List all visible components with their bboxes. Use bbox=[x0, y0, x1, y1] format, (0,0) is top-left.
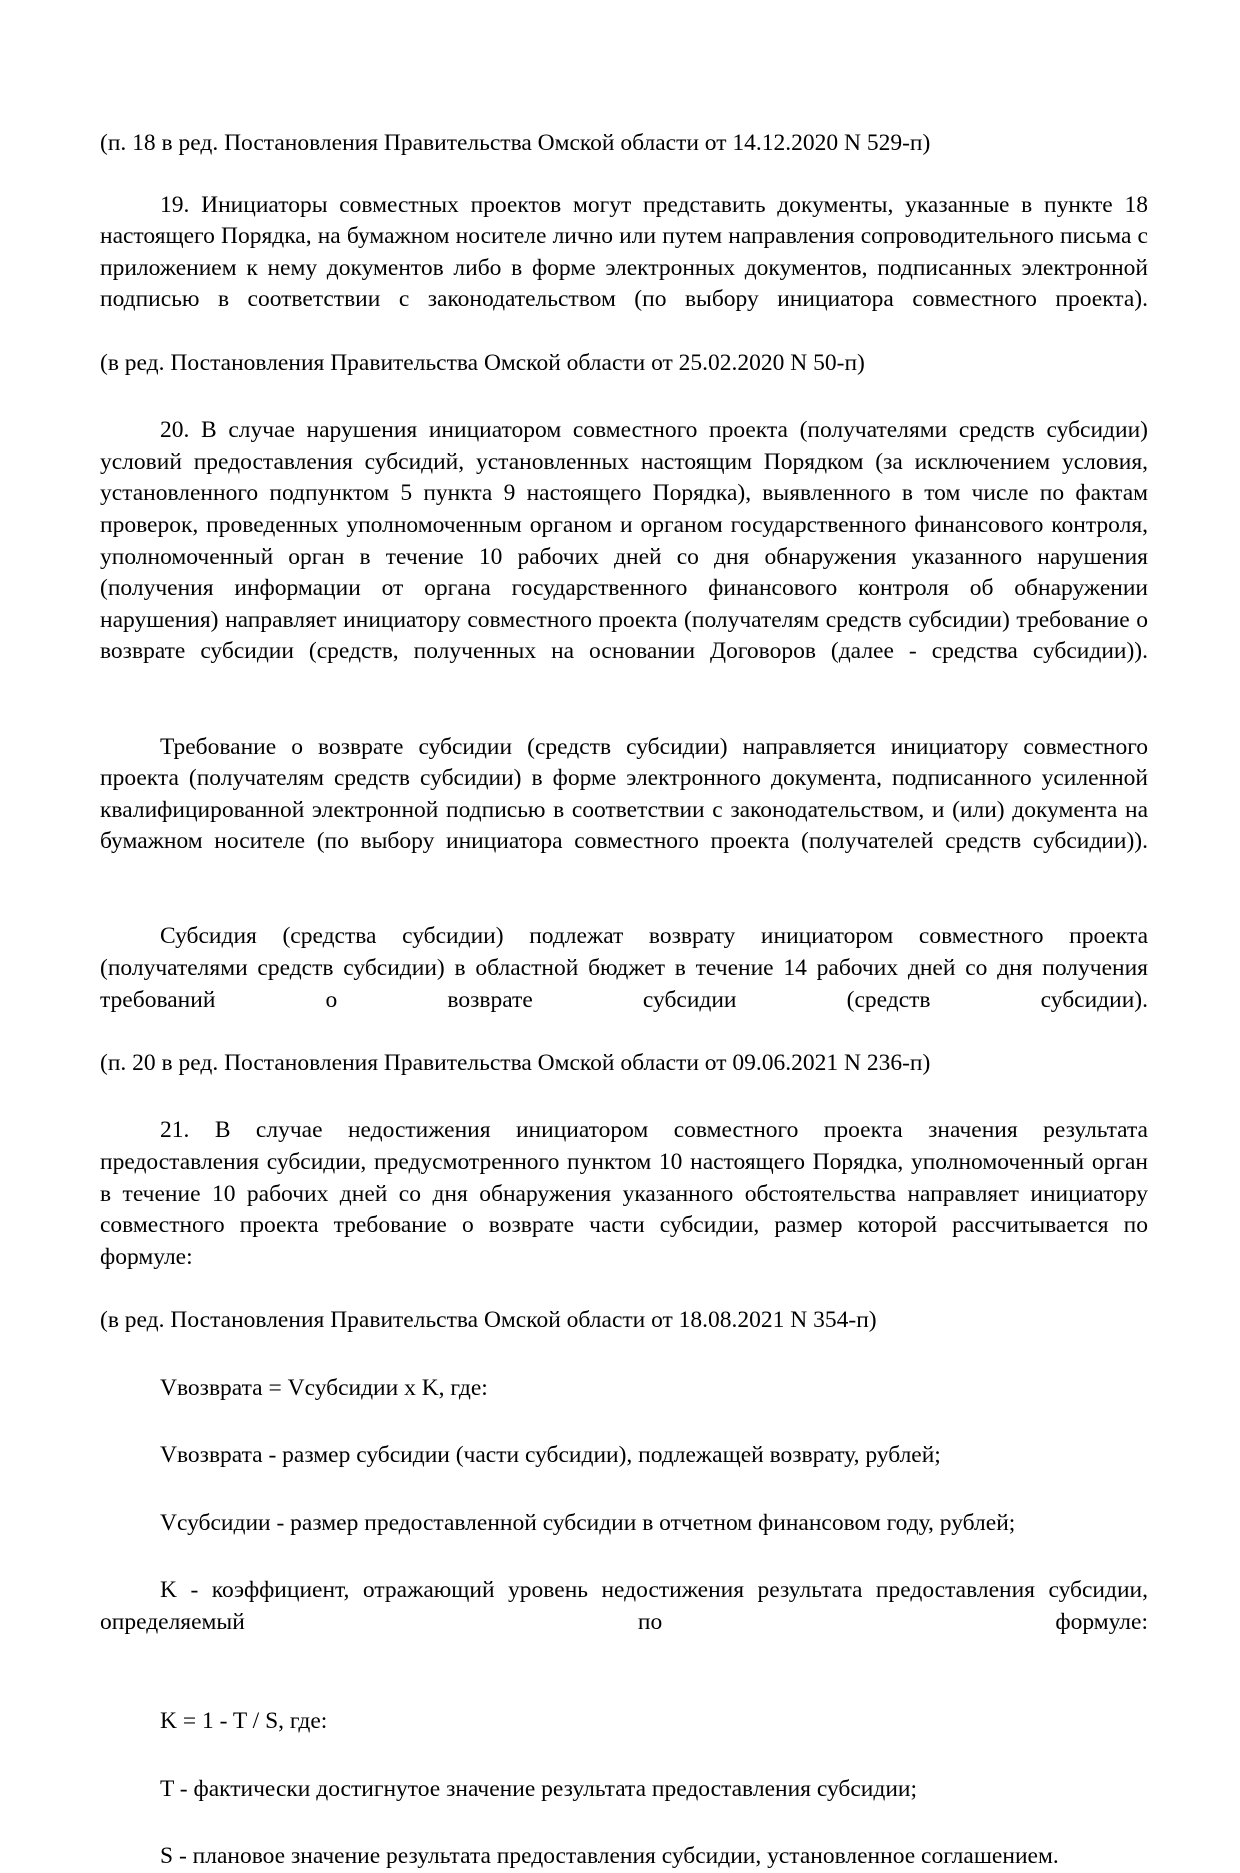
paragraph-20: 20. В случае нарушения инициатором совместного проекта (получателями средств субсидии) условий предоставления субсидий, установленных настоящим Порядком (за исключением условия, установленного подпунктом 5 пункта 9 настоящего Порядка), выявленного в том числе по фактам проверок, проведенных уполномоченным органом и органом государственного финансового контроля, уполномоченный орган в течение 10 рабочих дней со дня обнаружения указанного нарушения (получения информации от органа государственного финансового контроля об обнаружении нарушения) направляет инициатору совместного проекта (получателям средств субсидии) требование о возврате субсидии (средств, полученных на основании Договоров (далее - средства субсидии)). bbox=[100, 417, 1148, 665]
spacer bbox=[100, 1472, 1148, 1508]
spacer bbox=[100, 1670, 1148, 1706]
spacer bbox=[100, 1404, 1148, 1440]
definition-v-vozvrata: Vвозврата - размер субсидии (части субсидии), подлежащей возврату, рублей; bbox=[160, 1442, 941, 1469]
spacer bbox=[100, 1738, 1148, 1774]
paragraph-19: 19. Инициаторы совместных проектов могут представить документы, указанные в пункте 18 настоящего Порядка, на бумажном носителе лично или путем направления сопроводительного письма с приложением к нему документов либо в форме электронных документов, подписанных электронной подписью в соответствии с законодательством (по выбору инициатора совместного проекта). bbox=[100, 191, 1148, 313]
amendment-reference-p20: (п. 20 в ред. Постановления Правительства Омской области от 09.06.2021 N 236-п) bbox=[100, 1049, 931, 1076]
formula-main-refund: Vвозврата = Vсубсидии x K, где: bbox=[160, 1374, 488, 1401]
paragraph-20-return-terms: Субсидия (средства субсидии) подлежат возврату инициатором совместного проекта (получателями средств субсидии) в областной бюджет в течение 14 рабочих дней со дня получения требований о возврате субсидии (средств субсидии). bbox=[100, 923, 1148, 1013]
definition-t: T - фактически достигнутое значение результата предоставления субсидии; bbox=[160, 1775, 918, 1802]
definition-v-subsidii: Vсубсидии - размер предоставленной субсидии в отчетном финансовом году, рублей; bbox=[160, 1509, 1016, 1536]
spacer bbox=[100, 1079, 1148, 1115]
paragraph-20-requirement: Требование о возврате субсидии (средств субсидии) направляется инициатору совместного проекта (получателям средств субсидии) в форме электронного документа, подписанного усиленной квалифицированной электронной подписью в соответствии с законодательством, и (или) документа на бумажном носителе (по выбору инициатора совместного проекта (получателей средств субсидии)). bbox=[100, 733, 1148, 855]
spacer bbox=[100, 700, 1148, 732]
amendment-reference-p18: (п. 18 в ред. Постановления Правительства Омской области от 14.12.2020 N 529-п) bbox=[100, 130, 931, 156]
paragraph-21: 21. В случае недостижения инициатором совместного проекта значения результата предоставления субсидии, предусмотренного пунктом 10 настоящего Порядка, уполномоченный орган в течение 10 рабочих дней со дня обнаружения указанного обстоятельства направляет инициатору совместного проекта требование о возврате части субсидии, размер которой рассчитывается по формуле: bbox=[100, 1117, 1148, 1270]
spacer bbox=[100, 379, 1148, 415]
definition-s: S - плановое значение результата предоставления субсидии, установленное соглашением. bbox=[160, 1843, 1059, 1870]
spacer bbox=[100, 1337, 1148, 1373]
spacer bbox=[100, 1805, 1148, 1841]
amendment-reference-p19: (в ред. Постановления Правительства Омской области от 25.02.2020 N 50-п) bbox=[100, 349, 865, 376]
definition-k: K - коэффициент, отражающий уровень недостижения результата предоставления субсидии, определяемый по формуле: bbox=[100, 1577, 1148, 1635]
formula-k-coefficient: K = 1 - T / S, где: bbox=[160, 1708, 328, 1735]
spacer bbox=[100, 160, 1148, 190]
spacer bbox=[100, 1539, 1148, 1575]
document-body bbox=[100, 128, 1148, 1873]
spacer bbox=[100, 889, 1148, 921]
amendment-reference-p21: (в ред. Постановления Правительства Омской области от 18.08.2021 N 354-п) bbox=[100, 1307, 877, 1333]
